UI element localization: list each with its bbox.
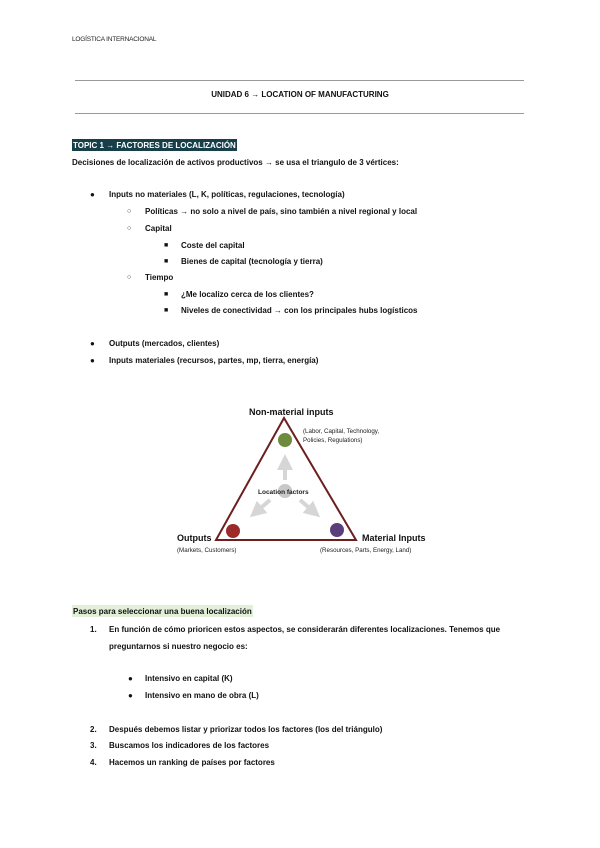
- diagram-top-sub-line2: Policies, Regulations): [303, 437, 363, 444]
- unit-title: UNIDAD 6 → LOCATION OF MANUFACTURING: [211, 90, 389, 99]
- bullet-square-icon: ■: [164, 291, 169, 298]
- list-item: Outputs (mercados, clientes): [109, 339, 220, 348]
- list-item: Capital: [145, 224, 172, 233]
- bullet-circle-icon: ○: [127, 208, 132, 215]
- diagram-center-label: Location factors: [258, 489, 309, 496]
- list-item: Coste del capital: [181, 241, 245, 250]
- list-item: Niveles de conectividad → con los principales hubs logísticos: [181, 306, 418, 315]
- bullet-circle-icon: ○: [127, 225, 132, 232]
- list-item: Intensivo en capital (K): [145, 674, 233, 683]
- bullet-square-icon: ■: [164, 242, 169, 249]
- bullet-disc-icon: ●: [128, 674, 133, 683]
- arrow-right-down-icon: [300, 500, 314, 512]
- diagram-top-label: Non-material inputs: [249, 407, 334, 417]
- step-text: Hacemos un ranking de países por factores: [109, 758, 275, 767]
- bullet-disc-icon: ●: [90, 339, 95, 348]
- list-item: ¿Me localizo cerca de los clientes?: [181, 290, 314, 299]
- step-text: En función de cómo prioricen estos aspectos, se considerarán diferentes localizaciones. Tenemos que: [109, 625, 501, 634]
- step-number: 2.: [90, 725, 97, 734]
- steps-heading: Pasos para seleccionar una buena localización: [73, 607, 252, 616]
- diagram-left-sub: (Markets, Customers): [177, 547, 237, 554]
- bullet-circle-icon: ○: [127, 274, 132, 281]
- diagram-right-label: Material Inputs: [362, 533, 426, 543]
- step-text-continued: preguntarnos si nuestro negocio es:: [109, 642, 248, 651]
- list-item: Inputs no materiales (L, K, políticas, regulaciones, tecnología): [109, 190, 345, 199]
- non-material-circle-icon: [278, 433, 292, 447]
- material-circle-icon: [330, 523, 344, 537]
- step-number: 1.: [90, 625, 97, 634]
- bullet-square-icon: ■: [164, 307, 169, 314]
- diagram-left-label: Outputs: [177, 533, 212, 543]
- list-item: Intensivo en mano de obra (L): [145, 691, 259, 700]
- arrow-left-down-icon: [256, 500, 270, 512]
- outputs-circle-icon: [226, 524, 240, 538]
- bullet-disc-icon: ●: [90, 356, 95, 365]
- step-number: 4.: [90, 758, 97, 767]
- document-header: LOGÍSTICA INTERNACIONAL: [72, 36, 157, 43]
- topic-intro: Decisiones de localización de activos productivos → se usa el triangulo de 3 vértices:: [72, 158, 399, 167]
- diagram-right-sub: (Resources, Parts, Energy, Land): [320, 547, 412, 554]
- step-number: 3.: [90, 741, 97, 750]
- step-text: Buscamos los indicadores de los factores: [109, 741, 270, 750]
- list-item: Políticas → no solo a nivel de país, sino también a nivel regional y local: [145, 207, 418, 216]
- bullet-disc-icon: ●: [90, 190, 95, 199]
- list-item: Tiempo: [145, 273, 174, 282]
- bullet-disc-icon: ●: [128, 691, 133, 700]
- topic-heading: TOPIC 1 → FACTORES DE LOCALIZACIÓN: [73, 141, 236, 150]
- list-item: Bienes de capital (tecnología y tierra): [181, 257, 323, 266]
- diagram-top-sub-line1: (Labor, Capital, Technology,: [303, 428, 380, 435]
- step-text: Después debemos listar y priorizar todos los factores (los del triángulo): [109, 725, 383, 734]
- bullet-square-icon: ■: [164, 258, 169, 265]
- list-item: Inputs materiales (recursos, partes, mp, tierra, energía): [109, 356, 319, 365]
